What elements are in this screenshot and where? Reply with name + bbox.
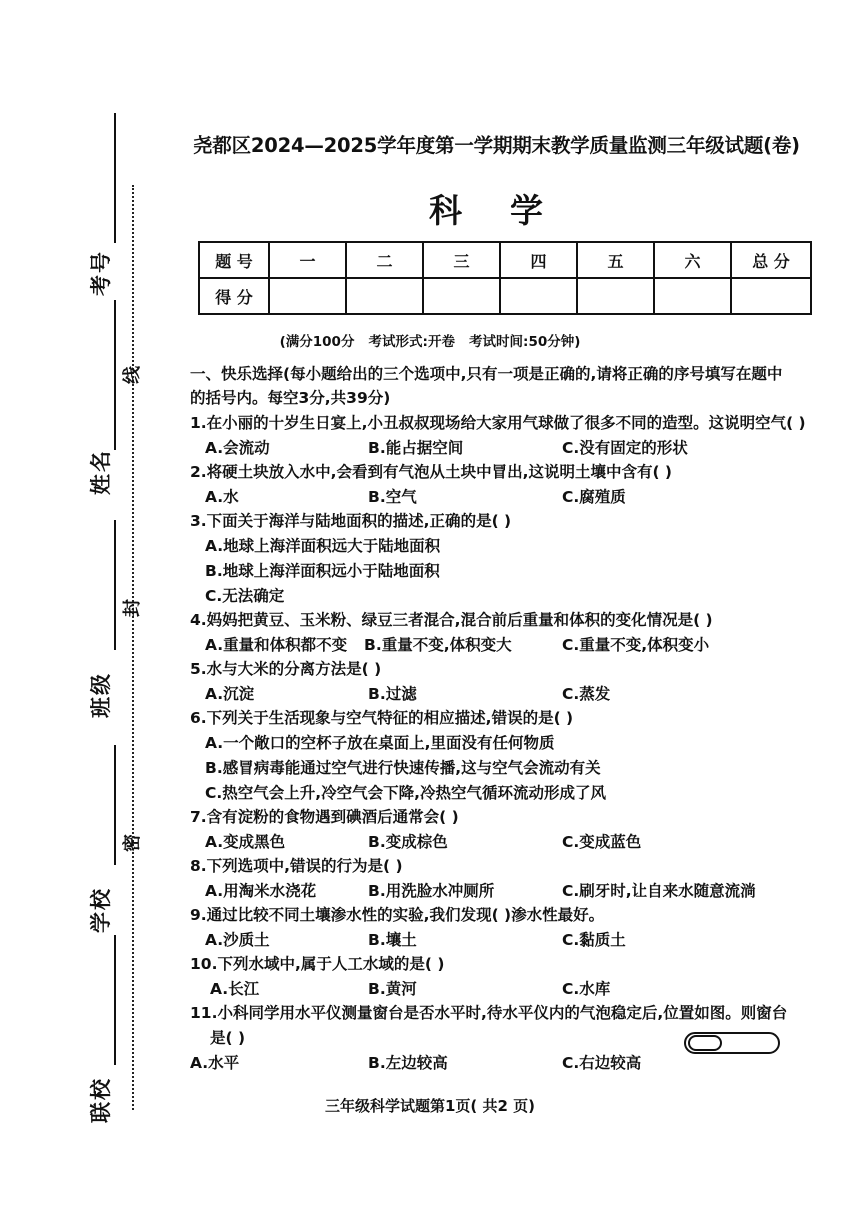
margin-line <box>114 745 116 865</box>
option-b: B.过滤 <box>368 685 417 703</box>
option-a: A.变成黑色 <box>205 833 286 851</box>
option-a: A.长江 <box>210 980 260 998</box>
option-b: B.空气 <box>368 488 417 506</box>
score-cell <box>269 278 346 314</box>
score-header-cell: 三 <box>423 242 500 278</box>
option-a: A.地球上海洋面积远大于陆地面积 <box>205 537 441 555</box>
question-stem: 10.下列水域中,属于人工水域的是( ) <box>190 955 445 973</box>
question-stem: 8.下列选项中,错误的行为是( ) <box>190 857 403 875</box>
option-a: A.水平 <box>190 1054 240 1072</box>
option-a: A.会流动 <box>205 439 270 457</box>
option-b: B.感冒病毒能通过空气进行快速传播,这与空气会流动有关 <box>205 759 601 777</box>
score-cell <box>500 278 577 314</box>
option-c: C.无法确定 <box>205 587 285 605</box>
exam-title: 尧都区2024—2025学年度第一学期期末教学质量监测三年级试题(卷) <box>193 134 800 157</box>
option-b: B.变成棕色 <box>368 833 448 851</box>
option-b: B.用洗脸水冲厕所 <box>368 882 495 900</box>
question-stem: 6.下列关于生活现象与空气特征的相应描述,错误的是( ) <box>190 709 574 727</box>
margin-label-district: 联校 <box>89 1077 113 1123</box>
score-cell <box>346 278 423 314</box>
question-stem: 4.妈妈把黄豆、玉米粉、绿豆三者混合,混合前后重量和体积的变化情况是( ) <box>190 611 713 629</box>
subject-title: 科学 <box>429 191 591 230</box>
level-bubble <box>688 1035 722 1051</box>
score-table <box>198 241 812 315</box>
score-header-cell: 二 <box>346 242 423 278</box>
question-stem-cont: 是( ) <box>210 1029 246 1047</box>
question-stem: 3.下面关于海洋与陆地面积的描述,正确的是( ) <box>190 512 512 530</box>
option-a: A.用淘米水浇花 <box>205 882 317 900</box>
question-stem: 1.在小丽的十岁生日宴上,小丑叔叔现场给大家用气球做了很多不同的造型。这说明空气( ) <box>190 414 806 432</box>
question-stem: 7.含有淀粉的食物遇到碘酒后通常会( ) <box>190 808 459 826</box>
exam-info: (满分100分 考试形式:开卷 考试时间:50分钟) <box>279 334 581 350</box>
seal-char-line: 线 <box>122 366 143 384</box>
score-cell <box>423 278 500 314</box>
margin-dotted-line <box>132 185 134 1110</box>
option-c: C.黏质土 <box>562 931 626 949</box>
margin-line <box>114 113 116 243</box>
option-c: C.蒸发 <box>562 685 611 703</box>
score-header-cell: 一 <box>269 242 346 278</box>
option-c: C.腐殖质 <box>562 488 626 506</box>
option-b: B.黄河 <box>368 980 417 998</box>
seal-char-seal: 封 <box>122 599 143 617</box>
option-a: A.沙质土 <box>205 931 270 949</box>
margin-label-exam-number: 考号 <box>89 250 113 296</box>
score-cell <box>654 278 731 314</box>
option-c: C.重量不变,体积变小 <box>562 636 710 654</box>
margin-line <box>114 300 116 450</box>
option-b: B.左边较高 <box>368 1054 448 1072</box>
section-heading: 一、快乐选择(每小题给出的三个选项中,只有一项是正确的,请将正确的序号填写在题中 <box>190 365 783 383</box>
section-heading-cont: 的括号内。每空3分,共39分) <box>190 389 391 407</box>
question-stem: 2.将硬土块放入水中,会看到有气泡从土块中冒出,这说明土壤中含有( ) <box>190 463 673 481</box>
option-b: B.能占据空间 <box>368 439 464 457</box>
option-a: A.沉淀 <box>205 685 255 703</box>
score-header-cell: 题 号 <box>199 242 269 278</box>
score-header-cell: 总 分 <box>731 242 811 278</box>
question-stem: 11.小科同学用水平仪测量窗台是否水平时,待水平仪内的气泡稳定后,位置如图。则窗台 <box>190 1004 788 1022</box>
option-c: C.变成蓝色 <box>562 833 642 851</box>
option-b: B.地球上海洋面积远小于陆地面积 <box>205 562 440 580</box>
seal-char-secret: 密 <box>122 834 143 852</box>
score-header-cell: 六 <box>654 242 731 278</box>
option-a: A.一个敞口的空杯子放在桌面上,里面没有任何物质 <box>205 734 555 752</box>
page-footer: 三年级科学试题第1页( 共2 页) <box>324 1097 536 1115</box>
margin-label-school: 学校 <box>89 887 113 933</box>
question-stem: 5.水与大米的分离方法是( ) <box>190 660 382 678</box>
score-table-score-row <box>199 278 811 314</box>
margin-line <box>114 935 116 1065</box>
score-header-cell: 四 <box>500 242 577 278</box>
score-table-header-row <box>199 242 811 278</box>
option-c: C.水库 <box>562 980 611 998</box>
margin-label-class: 班级 <box>89 672 113 718</box>
spirit-level-figure <box>684 1032 780 1054</box>
margin-label-name: 姓名 <box>89 449 113 495</box>
option-c: C.没有固定的形状 <box>562 439 688 457</box>
score-cell <box>731 278 811 314</box>
option-c: C.刷牙时,让自来水随意流淌 <box>562 882 756 900</box>
option-a: A.重量和体积都不变 <box>205 636 348 654</box>
score-row-label: 得 分 <box>199 278 269 314</box>
option-c: C.右边较高 <box>562 1054 642 1072</box>
option-a: A.水 <box>205 488 239 506</box>
option-c: C.热空气会上升,冷空气会下降,冷热空气循环流动形成了风 <box>205 784 607 802</box>
score-cell <box>577 278 654 314</box>
option-b: B.壤土 <box>368 931 417 949</box>
question-stem: 9.通过比较不同土壤渗水性的实验,我们发现( )渗水性最好。 <box>190 906 605 924</box>
score-header-cell: 五 <box>577 242 654 278</box>
option-b: B.重量不变,体积变大 <box>364 636 512 654</box>
margin-line <box>114 520 116 650</box>
